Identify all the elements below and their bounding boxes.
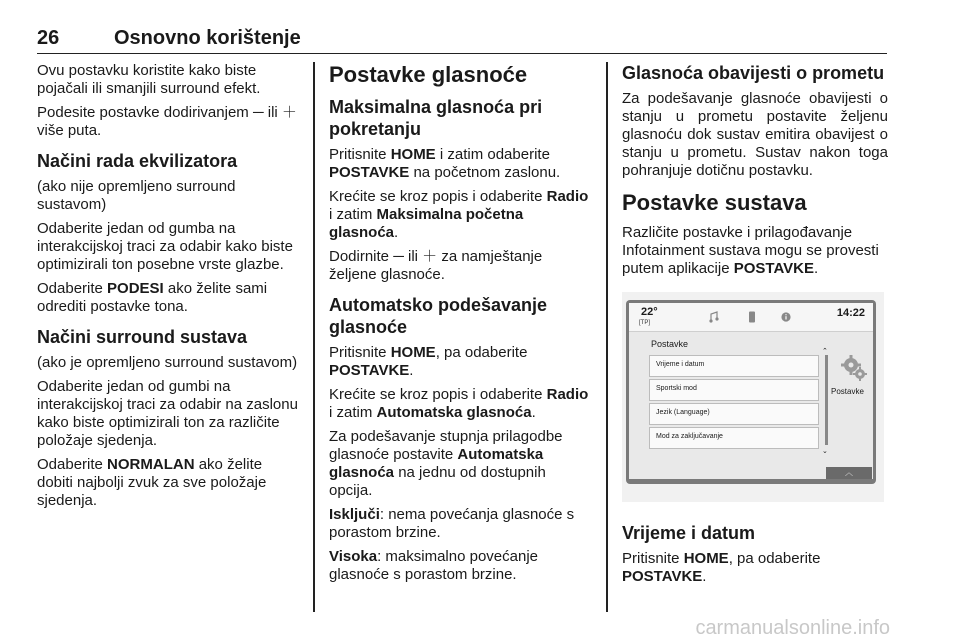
- paragraph: Pritisnite HOME, pa odaberite POSTAVKE.: [622, 550, 821, 585]
- list-item-lock-mode[interactable]: Mod za zaključavanje: [649, 427, 819, 449]
- column-2: [329, 62, 589, 590]
- paragraph: Krećite se kroz popis i odaberite Radio i zatim Maksimalna početna glasnoća.: [329, 188, 589, 241]
- music-icon[interactable]: [709, 311, 719, 323]
- list-item-sport-mode[interactable]: Sportski mod: [649, 379, 819, 401]
- temperature-readout: 22°: [641, 306, 658, 318]
- paragraph: Različite postavke i prilagođavanje Infotainment sustava mogu se provesti putem aplikacije POSTAVKE.: [622, 224, 879, 277]
- paragraph: Krećite se kroz popis i odaberite Radio i zatim Automatska glasnoća.: [329, 386, 589, 421]
- scroll-up-icon[interactable]: ⌃: [822, 348, 828, 355]
- paragraph: Odaberite jedan od gumba na interakcijskoj traci za odabir kako biste optimizirali ton posebne vrste glazbe.: [37, 220, 293, 273]
- settings-title: Postavke: [651, 339, 689, 349]
- paragraph: Isključi: nema povećanja glasnoće s porastom brzine.: [329, 506, 575, 541]
- paragraph: Za podešavanje glasnoće obavijesti o stanju u prometu postavite željenu glasnoću dok sustav emitira obavijest o stanju u prometu. Sustav nakon toga pohranjuje dotičnu postavku.: [622, 90, 888, 179]
- settings-screen-figure: [622, 292, 884, 502]
- heading-surround: Načini surround sustava: [37, 327, 248, 347]
- paragraph: Pritisnite HOME i zatim odaberite POSTAVKE na početnom zaslonu.: [329, 146, 561, 181]
- heading-auto-volume: Automatsko podešavanje glasnoće: [329, 295, 548, 337]
- screen-display: [629, 303, 873, 479]
- paragraph: Dodirnite ─ ili ＋ za namještanje željene glasnoće.: [329, 248, 543, 283]
- column-divider-2: [606, 62, 608, 612]
- list-item-language[interactable]: Jezik (Language): [649, 403, 819, 425]
- paragraph: Odaberite PODESI ako želite sami odrediti postavke tona.: [37, 280, 268, 315]
- page-title: Osnovno korištenje: [114, 27, 301, 49]
- heading-volume-settings: Postavke glasnoće: [329, 62, 528, 87]
- paragraph: Podesite postavke dodirivanjem ─ ili ＋ više puta.: [37, 104, 297, 139]
- paragraph: Ovu postavku koristite kako biste pojačali ili smanjili surround efekt.: [37, 62, 261, 97]
- gear-icon[interactable]: [839, 353, 869, 383]
- paragraph: (ako nije opremljeno surround sustavom): [37, 178, 236, 213]
- clock-readout: 14:22: [836, 307, 865, 319]
- settings-app-label: Postavke: [831, 387, 864, 396]
- heading-time-date: Vrijeme i datum: [622, 523, 756, 543]
- screen-bezel: [626, 300, 876, 484]
- column-divider-1: [313, 62, 315, 612]
- scrollbar[interactable]: [825, 355, 828, 445]
- status-bar: [629, 303, 873, 332]
- column-1: [37, 62, 301, 516]
- paragraph: Pritisnite HOME, pa odaberite POSTAVKE.: [329, 344, 528, 379]
- list-item-time-date[interactable]: Vrijeme i datum: [649, 355, 819, 377]
- column-3: [622, 62, 888, 592]
- scroll-down-icon[interactable]: ⌄: [822, 448, 828, 455]
- heading-traffic-volume: Glasnoća obavijesti o prometu: [622, 63, 885, 83]
- phone-icon[interactable]: [747, 311, 757, 323]
- paragraph: Visoka: maksimalno povećanje glasnoće s porastom brzine.: [329, 548, 539, 583]
- collapse-button[interactable]: ︿: [826, 467, 872, 479]
- paragraph: Za podešavanje stupnja prilagodbe glasnoće postavite Automatska glasnoća na jednu od dostupnih opcija.: [329, 428, 563, 499]
- heading-max-startup-volume: Maksimalna glasnoća pri pokretanju: [329, 97, 543, 139]
- watermark: carmanualsonline.info: [695, 617, 890, 639]
- info-icon[interactable]: [781, 311, 791, 323]
- heading-equalizer: Načini rada ekvilizatora: [37, 151, 238, 171]
- paragraph: Odaberite jedan od gumbi na interakcijskoj traci za odabir na zaslonu kako biste optimizirali ton za različite položaje sjedenja.: [37, 378, 298, 449]
- paragraph: Odaberite NORMALAN ako želite dobiti najbolji zvuk za sve položaje sjedenja.: [37, 456, 267, 509]
- page-header: [37, 27, 887, 54]
- paragraph: (ako je opremljeno surround sustavom): [37, 354, 298, 371]
- heading-system-settings: Postavke sustava: [622, 190, 807, 215]
- tp-indicator: [TP]: [639, 320, 651, 326]
- page-number: 26: [37, 27, 60, 49]
